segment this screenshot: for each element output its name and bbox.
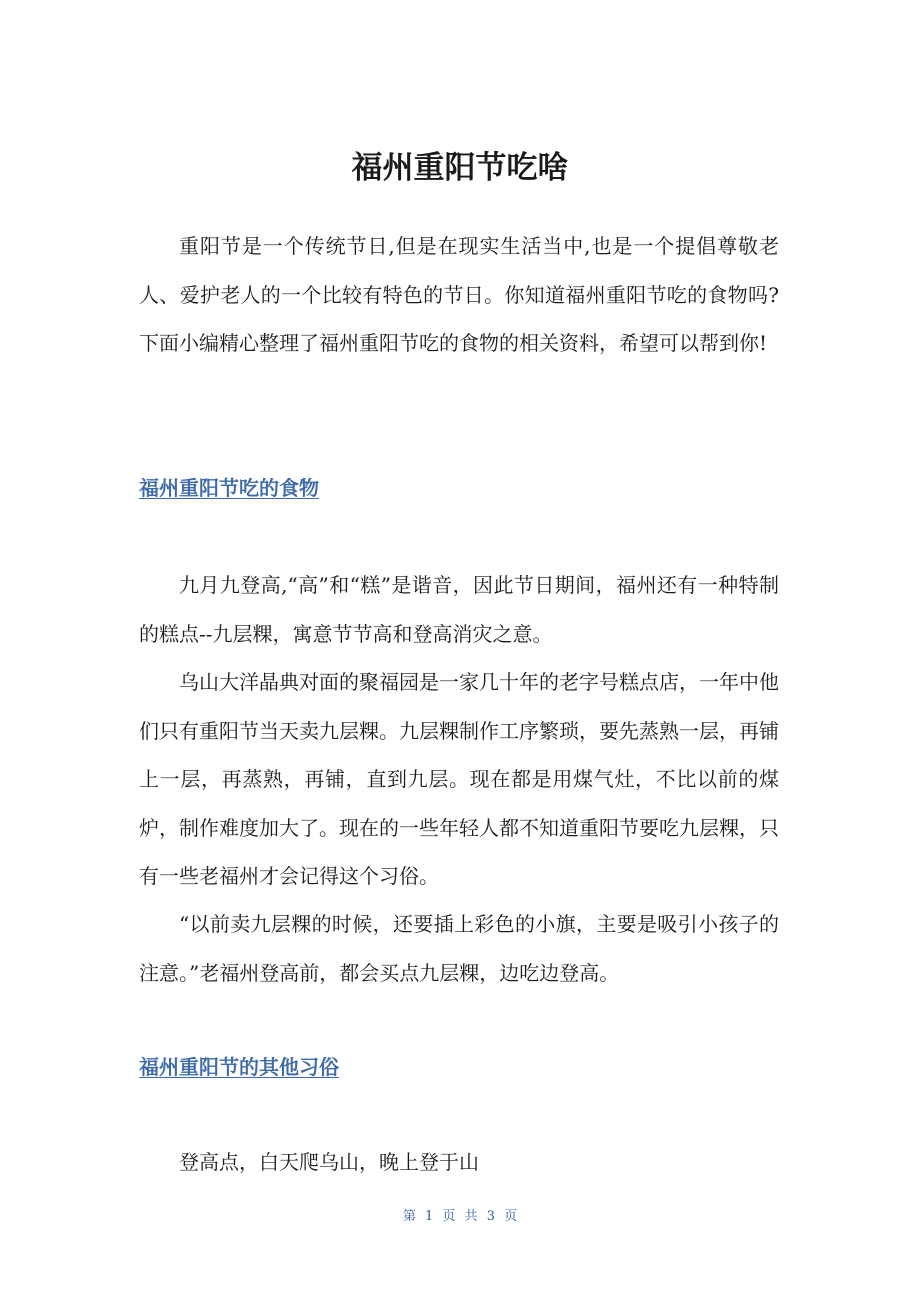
page-number-footer: 第 1 页 共 3 页 <box>402 1209 518 1224</box>
body-paragraph: 登高点，白天爬乌山，晚上登于山 <box>179 1150 479 1174</box>
section-heading-food[interactable]: 福州重阳节吃的食物 <box>139 476 319 500</box>
section-heading-customs[interactable]: 福州重阳节的其他习俗 <box>139 1055 339 1079</box>
intro-paragraph: 重阳节是一个传统节日,但是在现实生活当中,也是一个提倡尊敬老人、爱护老人的一个比较有特色的节日。你知道福州重阳节吃的食物吗?下面小编精心整理了福州重阳节吃的食物的相关资料，希望可以帮到你! <box>139 234 779 355</box>
body-paragraph: 九月九登高,“高”和“糕”是谐音，因此节日期间，福州还有一种特制的糕点--九层粿，寓意节节高和登高消灾之意。 <box>139 573 779 646</box>
body-paragraph: “以前卖九层粿的时候，还要插上彩色的小旗，主要是吸引小孩子的注意。”老福州登高前，都会买点九层粿，边吃边登高。 <box>139 912 779 985</box>
page-title: 福州重阳节吃啥 <box>351 150 569 186</box>
body-paragraph: 乌山大洋晶典对面的聚福园是一家几十年的老字号糕点店，一年中他们只有重阳节当天卖九层粿。九层粿制作工序繁琐，要先蒸熟一层，再铺上一层，再蒸熟，再铺，直到九层。现在都是用煤气灶，不比以前的煤炉，制作难度加大了。现在的一些年轻人都不知道重阳节要吃九层粿，只有一些老福州才会记得这个习俗。 <box>139 670 779 888</box>
